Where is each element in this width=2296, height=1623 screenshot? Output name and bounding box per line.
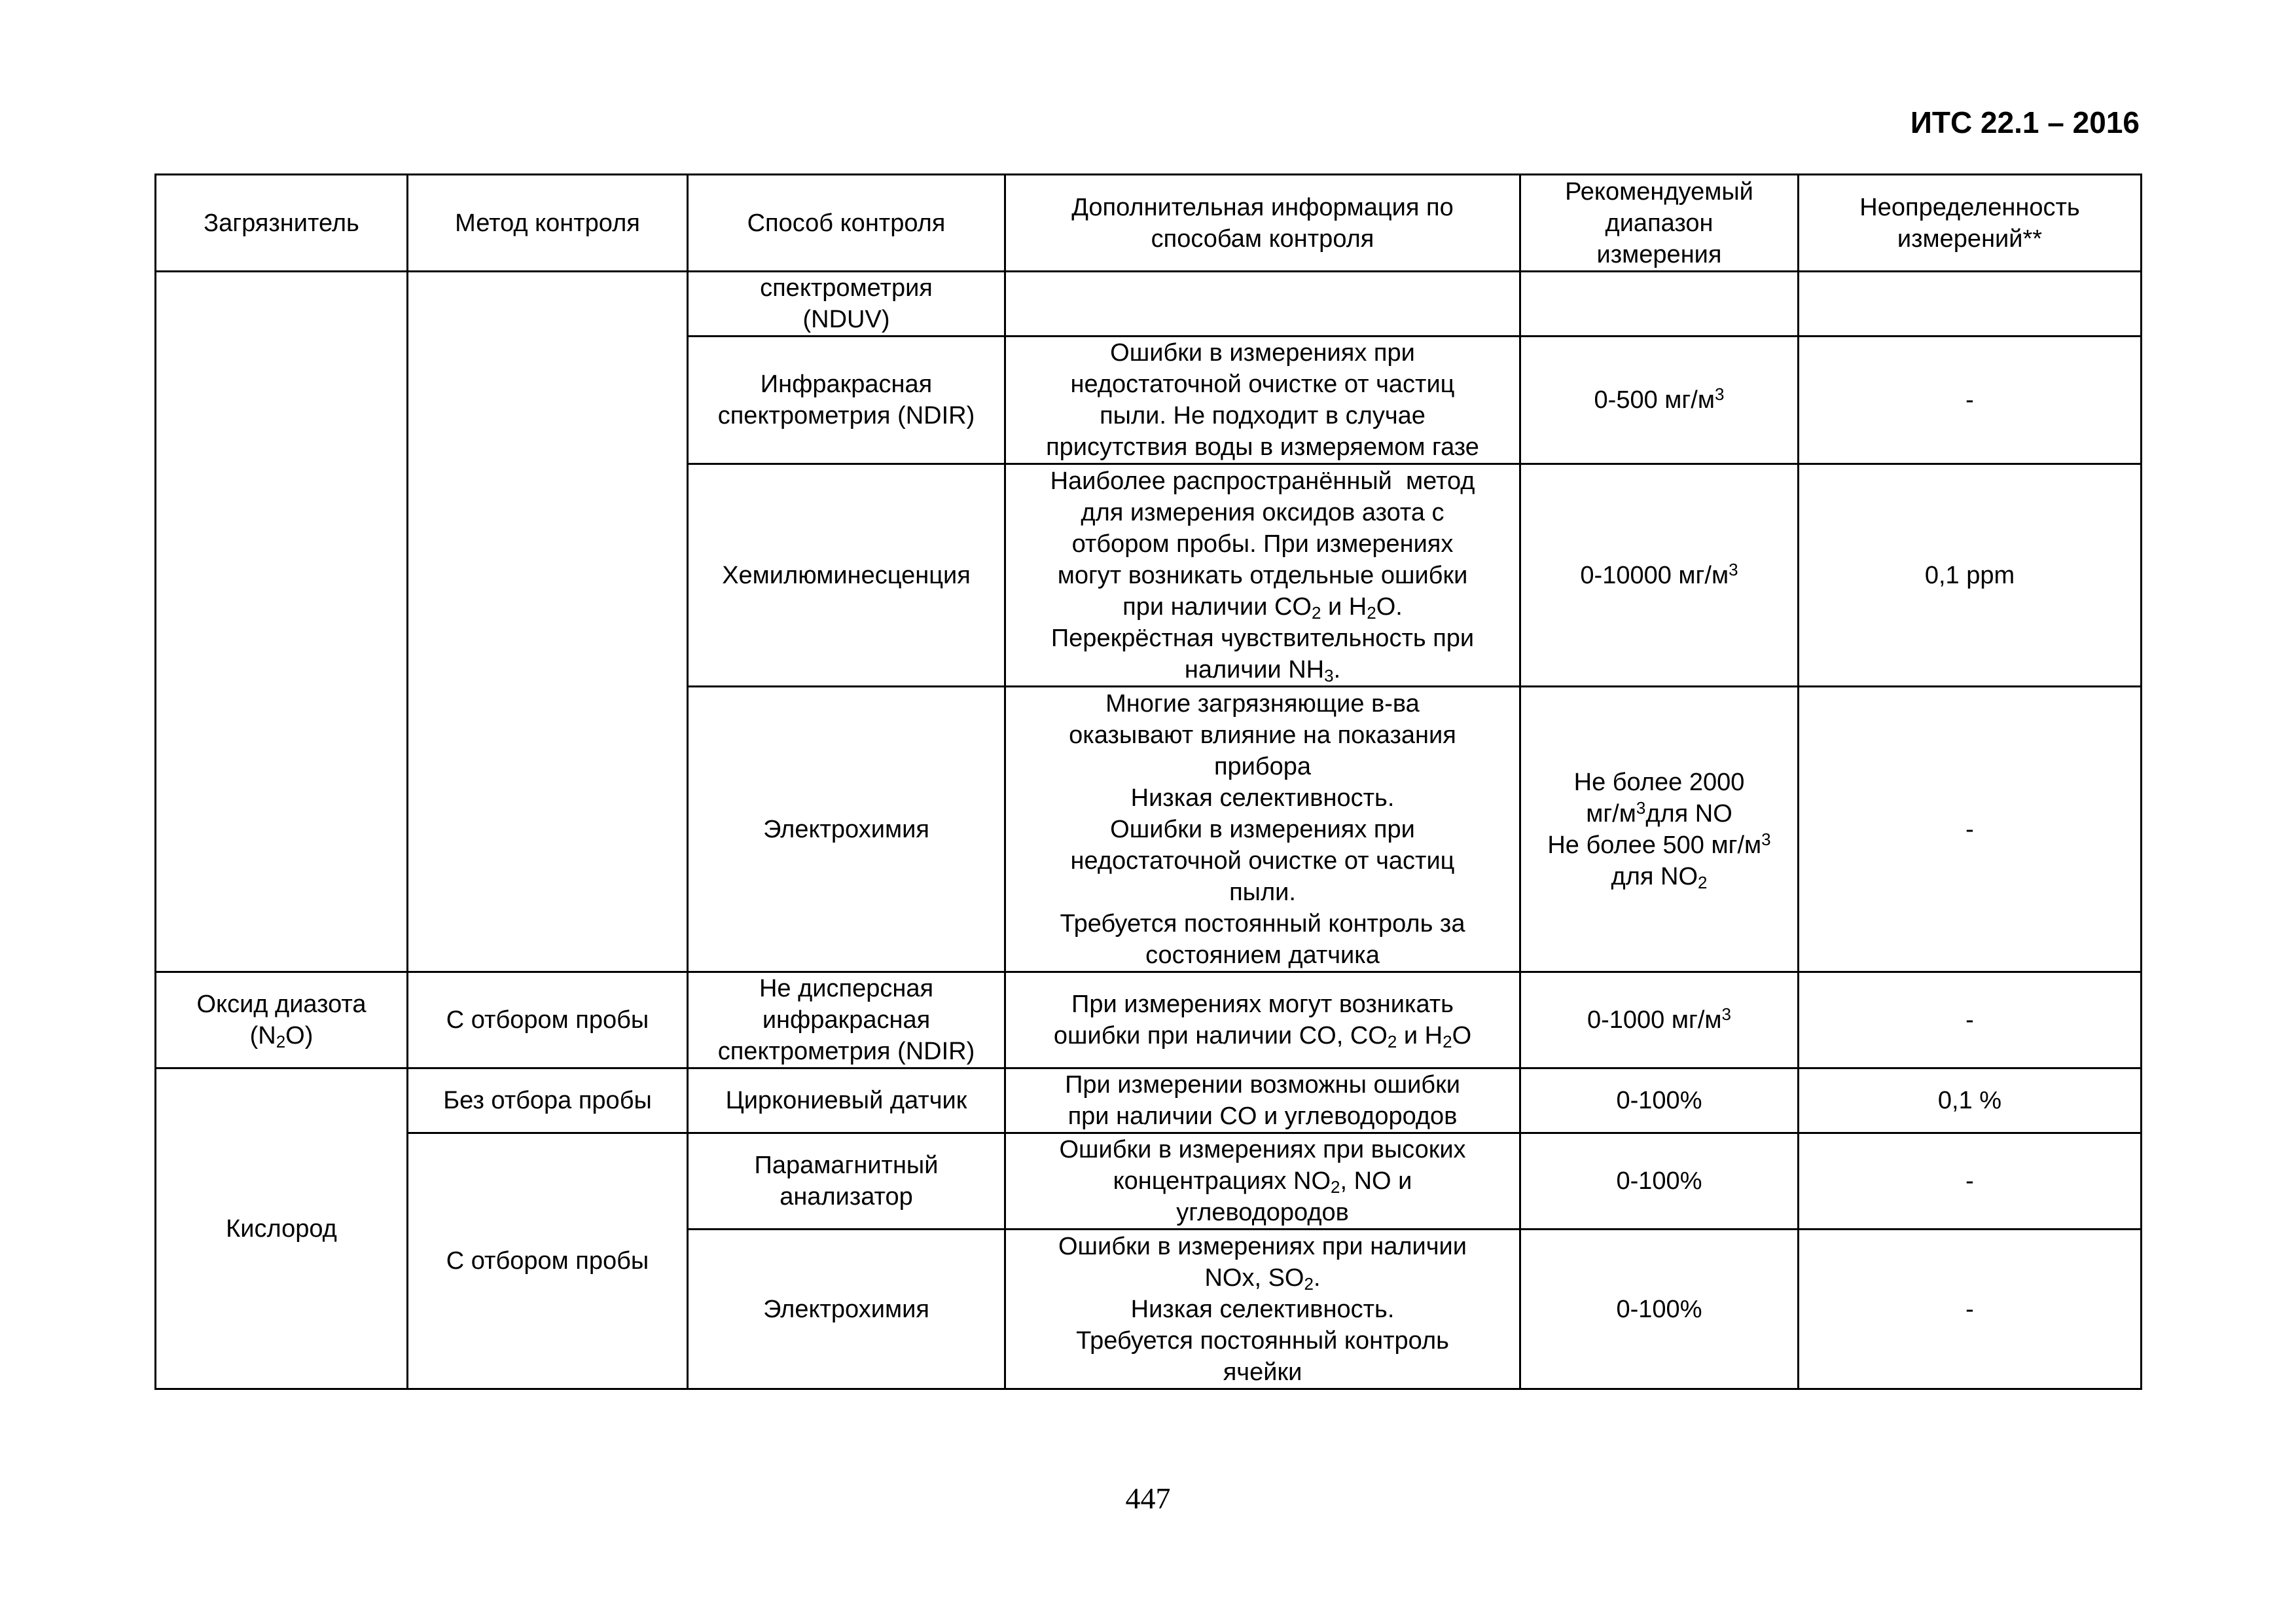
- range-cell: 0-100%: [1520, 1230, 1799, 1389]
- technique-cell: Электрохимия: [688, 687, 1005, 972]
- info-cell: Наиболее распространённый метод для измерения оксидов азота с отбором пробы. При измерениях могут возникать отдельные ошибки при наличии $CO_2$ и $H_2O$. Перекрёстная чувствительность при наличии $NH_3$.: [1005, 464, 1520, 687]
- technique-cell: Не дисперсная инфракрасная спектрометрия (NDIR): [688, 972, 1005, 1068]
- range-cell: 0-10000 $мг/м^3$: [1520, 464, 1799, 687]
- technique-cell: Хемилюминесценция: [688, 464, 1005, 687]
- info-cell: При измерениях могут возникать ошибки при наличии CO, $CO_2$ и $H_2O$: [1005, 972, 1520, 1068]
- uncertainty-cell: -: [1799, 972, 2142, 1068]
- range-cell: 0-500 $мг/м^3$: [1520, 337, 1799, 464]
- page-number: 447: [1125, 1482, 1171, 1515]
- table-row: [156, 272, 2142, 337]
- column-header-additional-info: Дополнительная информация по способам контроля: [1005, 175, 1520, 272]
- info-cell: Ошибки в измерениях при недостаточной очистке от частиц пыли. Не подходит в случае присутствия воды в измеряемом газе: [1005, 337, 1520, 464]
- technique-cell: Циркониевый датчик: [688, 1068, 1005, 1133]
- range-cell: Не более 2000 $мг/м^3для$ NO Не более 500 $мг/м^3$ для $NO_2$: [1520, 687, 1799, 972]
- column-header-pollutant: Загрязнитель: [156, 175, 408, 272]
- info-cell: [1005, 272, 1520, 337]
- table-row: [156, 1133, 2142, 1230]
- column-header-range: Рекомендуемый диапазон измерения: [1520, 175, 1799, 272]
- uncertainty-cell: -: [1799, 1230, 2142, 1389]
- uncertainty-cell: 0,1 %: [1799, 1068, 2142, 1133]
- info-cell: Ошибки в измерениях при наличии NOx, $SO_2$. Низкая селективность. Требуется постоянный контроль ячейки: [1005, 1230, 1520, 1389]
- technique-cell: Парамагнитный анализатор: [688, 1133, 1005, 1230]
- range-cell: 0-100%: [1520, 1133, 1799, 1230]
- uncertainty-cell: -: [1799, 687, 2142, 972]
- column-header-control-method: Метод контроля: [408, 175, 688, 272]
- technique-cell: Электрохимия: [688, 1230, 1005, 1389]
- uncertainty-cell: 0,1 ppm: [1799, 464, 2142, 687]
- control-method-cell: Без отбора пробы: [408, 1068, 688, 1133]
- uncertainty-cell: [1799, 272, 2142, 337]
- info-cell: Ошибки в измерениях при высоких концентрациях $NO_2$, NO и углеводородов: [1005, 1133, 1520, 1230]
- column-header-control-technique: Способ контроля: [688, 175, 1005, 272]
- table-header-row: [156, 175, 2142, 272]
- control-method-cell: С отбором пробы: [408, 1133, 688, 1389]
- range-cell: 0-100%: [1520, 1068, 1799, 1133]
- uncertainty-cell: -: [1799, 337, 2142, 464]
- info-cell: Многие загрязняющие в-ва оказывают влияние на показания прибора Низкая селективность. Ошибки в измерениях при недостаточной очистке от частиц пыли. Требуется постоянный контроль за состоянием датчика: [1005, 687, 1520, 972]
- technique-cell: спектрометрия (NDUV): [688, 272, 1005, 337]
- info-cell: При измерении возможны ошибки при наличии CO и углеводородов: [1005, 1068, 1520, 1133]
- pollutant-cell: Кислород: [156, 1068, 408, 1389]
- column-header-uncertainty: Неопределенность измерений**: [1799, 175, 2142, 272]
- range-cell: [1520, 272, 1799, 337]
- control-method-cell-continued: [408, 272, 688, 972]
- table-row: [156, 1068, 2142, 1133]
- pollutant-cell: Оксид диазота $(N_2O)$: [156, 972, 408, 1068]
- table-row: [156, 972, 2142, 1068]
- technique-cell: Инфракрасная спектрометрия (NDIR): [688, 337, 1005, 464]
- uncertainty-cell: -: [1799, 1133, 2142, 1230]
- document-code: ИТС 22.1 – 2016: [1910, 105, 2140, 139]
- monitoring-methods-table: [154, 173, 2142, 1390]
- range-cell: 0-1000 $мг/м^3$: [1520, 972, 1799, 1068]
- pollutant-cell-continued: [156, 272, 408, 972]
- control-method-cell: С отбором пробы: [408, 972, 688, 1068]
